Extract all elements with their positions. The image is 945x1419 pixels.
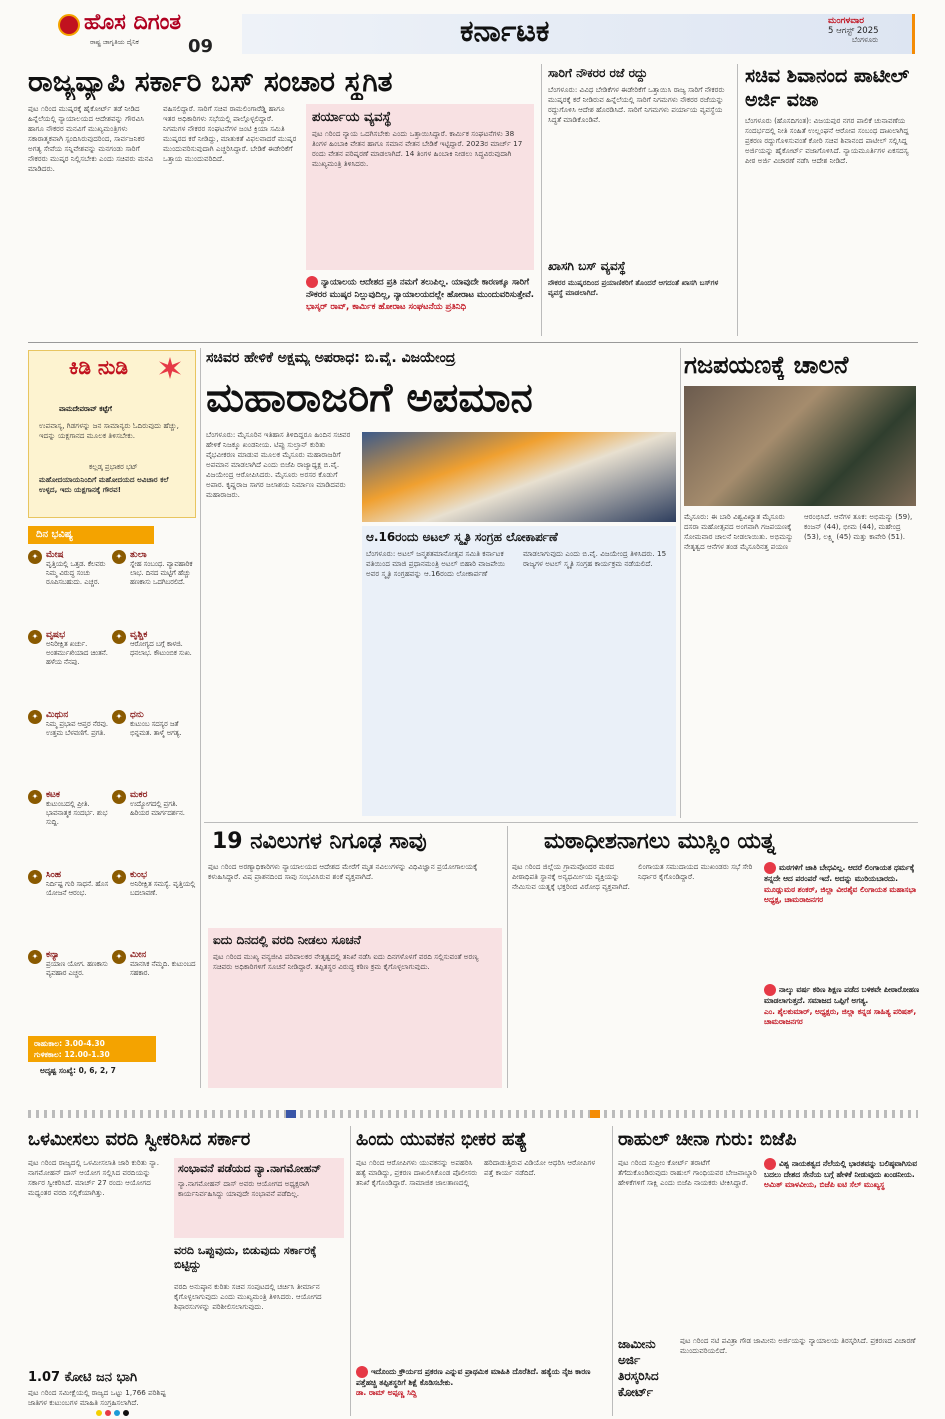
- quote2-by: ಎಂ. ಶೈಲಕುಮಾರ್, ಅಧ್ಯಕ್ಷರು, ಜಿಲ್ಲಾ ಕನ್ನಡ ಸಾಹಿತ್ಯ ಪರಿಷತ್, ಚಾಮರಾಜನಗರ: [764, 1006, 917, 1026]
- quote-icon: [764, 1158, 776, 1170]
- bottom-col3-text-b: [764, 1258, 918, 1330]
- sign-text: ಅನಿರೀಕ್ಷಿತ ಸಮಸ್ಯೆ. ವೃತ್ತಿಯಲ್ಲಿ ಬದಲಾವಣೆ.: [130, 880, 196, 897]
- report-head: ಐದು ದಿನದಲ್ಲಿ ವರದಿ ನೀಡಲು ಸೂಚನೆ: [213, 933, 361, 947]
- sign-name: ಮಕರ: [130, 790, 148, 800]
- zodiac-icon: ✦: [112, 630, 126, 644]
- quote1-text: ಮಠಗಳಿಗೆ ಜಾತಿ ಬೇಧವಿಲ್ಲ. ಆದರೆ ಲಿಂಗಾಯತ ಧರ್ಮಕ್ಕೆ ತನ್ನದೇ ಆದ ಪರಂಪರೆ ಇದೆ. ಅದನ್ನು ಮುರಿಯಬಾರದು.: [764, 863, 915, 883]
- sign-text: ವೃತ್ತಿಯಲ್ಲಿ ಒತ್ತಡ. ಕೆಲವರು ನಿಮ್ಮ ವಿರುದ್ಧ ಸಂಚು ರೂಪಿಸಬಹುದು. ಎಚ್ಚರ.: [46, 560, 106, 586]
- dateline: [828, 16, 879, 45]
- math-text: ಪುಟ ೧ರಿಂದ ಜಿಲ್ಲೆಯ ಗ್ರಾಮವೊಂದರ ಮಠದ ಪೀಠಾಧಿಪತಿ ಸ್ಥಾನಕ್ಕೆ ಅನ್ಯಧರ್ಮೀಯ ವ್ಯಕ್ತಿಯನ್ನು ನೇಮಿಸುವ ಯತ್ನಕ್ಕೆ ಭಕ್ತರಿಂದ ವಿರೋಧ ವ್ಯಕ್ತವಾಗಿದೆ. ಲಿಂಗಾಯತ ಸಮುದಾಯದ ಮುಖಂಡರು ಸಭೆ ಸೇರಿ ನಿರ್ಧಾರ ಕೈಗೊಂಡಿದ್ದಾರೆ.: [512, 862, 753, 891]
- gaja-headline: ಗಜಪಯಣಕ್ಕೆ ಚಾಲನೆ: [684, 351, 849, 379]
- sign-name: ವೃಷಭ: [46, 630, 66, 640]
- zodiac-icon: ✦: [28, 870, 42, 884]
- atal-box: [362, 526, 676, 816]
- top-headline: ರಾಜ್ಯವ್ಯಾಪಿ ಸರ್ಕಾರಿ ಬಸ್ ಸಂಚಾರ ಸ್ಥಗಿತ: [28, 65, 393, 98]
- side-head: ಸಾರಿಗೆ ನೌಕರರ ರಜೆ ರದ್ದು: [548, 66, 648, 80]
- bottom-col2-head: ಹಿಂದು ಯುವಕನ ಭೀಕರ ಹತ್ಯೆ: [356, 1129, 528, 1150]
- kiddi-author: ವಾಮದೇವರಾವ್ ಕಟ್ಟೆಗೆ: [59, 405, 112, 413]
- bottom-col1-text: ಪುಟ ೧ರಿಂದ ರಾಜ್ಯದಲ್ಲಿ ಒಳಮೀಸಲಾತಿ ಜಾರಿ ಕುರಿತು ನ್ಯಾ. ನಾಗಮೋಹನ್ ದಾಸ್ ಆಯೋಗ ಸಲ್ಲಿಸಿದ ವರದಿಯನ್ನು ಸರ್ಕಾರ ಸ್ವೀಕರಿಸಿದೆ. ಮಾರ್ಚ್ 27 ರಂದು ಆಯೋಗದ ಮಧ್ಯಂತರ ವರದಿ ಸಲ್ಲಿಕೆಯಾಗಿತ್ತು.: [28, 1158, 160, 1197]
- math-headline: ಮಠಾಧೀಶನಾಗಲು ಮುಸ್ಲಿಂ ಯತ್ನ: [544, 829, 776, 854]
- horoscope-title: ದಿನ ಭವಿಷ್ಯ: [28, 526, 154, 544]
- kiddi-quote2: ಮಹೋದಯಾಯನಿಂದಿಗೆ ಮಹೋದಯದ ಅವಿಚಾರ ಕಲೆ ಉಳ್ಳದ, ಇದು ಯಕ್ಷಗಾನಕ್ಕೆ ಗೌರವ!: [39, 475, 169, 494]
- sign-name: ಕನ್ಯಾ: [46, 950, 60, 960]
- zodiac-icon: ✦: [28, 550, 42, 564]
- bail-text: ಪುಟ ೧ರಿಂದ ನಟಿ ಪವಿತ್ರಾ ಗೌಡ ಜಾಮೀನು ಅರ್ಜಿಯನ್ನು ನ್ಯಾಯಾಲಯ ತಿರಸ್ಕರಿಸಿದೆ. ಪ್ರಕರಣದ ವಿಚಾರಣೆ ಮುಂದುವರಿಯಲಿದೆ.: [680, 1336, 916, 1355]
- side-text2: ನೌಕರರ ಮುಷ್ಕರದಿಂದ ಪ್ರಯಾಣಿಕರಿಗೆ ತೊಂದರೆ ಆಗದಂತೆ ಖಾಸಗಿ ಬಸ್‌ಗಳ ವ್ಯವಸ್ಥೆ ಮಾಡಲಾಗಿದೆ.: [548, 278, 719, 297]
- sub-head: ಆ.16ರಂದು ಅಟಲ್ ಸ್ಮೃತಿ ಸಂಗ್ರಹ ಲೋಕಾರ್ಪಣೆ: [366, 530, 558, 544]
- report-box: [208, 928, 502, 1088]
- sign-text: ಮಾನಸಿಕ ನೆಮ್ಮದಿ. ಕುಟುಂಬದ ಸಹಕಾರ.: [130, 960, 196, 977]
- report-text: ಪುಟ ೧ರಿಂದ ಮುಖ್ಯ ವನ್ಯಜೀವಿ ಪರಿಪಾಲಕರ ನೇತೃತ್ವದಲ್ಲಿ ತನಿಖೆ ನಡೆಸಿ ಐದು ದಿನಗಳೊಳಗೆ ವರದಿ ಸಲ್ಲಿಸುವಂತೆ ಅರಣ್ಯ ಸಚಿವರು ಅಧಿಕಾರಿಗಳಿಗೆ ಸೂಚನೆ ನೀಡಿದ್ದಾರೆ. ತಪ್ಪಿತಸ್ಥರ ವಿರುದ್ಧ ಕಠಿಣ ಕ್ರಮ ಕೈಗೊಳ್ಳಲಾಗುವುದು.: [213, 952, 479, 971]
- section-title: ಕರ್ನಾಟಕ: [460, 14, 550, 49]
- sign-name: ಮೇಷ: [46, 550, 64, 560]
- sign-name: ಧನು: [130, 710, 144, 720]
- sign-name: ವೃಶ್ಚಿಕ: [130, 630, 148, 640]
- press-photo: [362, 432, 676, 522]
- horoscope-sign: [28, 630, 112, 705]
- divider: [541, 64, 542, 336]
- quote-icon: [356, 1366, 368, 1378]
- sign-text: ಉದ್ಯೋಗದಲ್ಲಿ ಪ್ರಗತಿ. ಹಿರಿಯರ ಮಾರ್ಗದರ್ಶನ.: [130, 800, 185, 817]
- deaths-text: ಪುಟ ೧ರಿಂದ ಅರಣ್ಯಾಧಿಕಾರಿಗಳು ನ್ಯಾಯಾಲಯದ ಆದೇಶದ ಮೇರೆಗೆ ಮೃತ ನವಿಲುಗಳನ್ನು ವಿಧಿವಿಜ್ಞಾನ ಪ್ರಯೋಗಾಲಯಕ್ಕೆ ಕಳುಹಿಸಿದ್ದಾರೆ. ವಿಷ ಪ್ರಾಶನದಿಂದ ಸಾವು ಸಂಭವಿಸಿರುವ ಶಂಕೆ ವ್ಯಕ್ತವಾಗಿದೆ.: [208, 862, 478, 881]
- mid-headline: ಮಹಾರಾಜರಿಗೆ ಅಪಮಾನ: [206, 375, 533, 421]
- horoscope-sign: [28, 950, 112, 1025]
- zodiac-icon: ✦: [112, 710, 126, 724]
- day: ಮಂಗಳವಾರ: [828, 16, 865, 26]
- divider: [200, 348, 201, 1088]
- bottom-col3-text: ಪುಟ ೧ರಿಂದ ಸುಪ್ರೀಂ ಕೋರ್ಟ್ ತರಾಟೆಗೆ ತೆಗೆದುಕೊಂಡಿರುವುದು ರಾಹುಲ್ ಗಾಂಧಿಯವರ ಬೇಜವಾಬ್ದಾರಿ ಹೇಳಿಕೆಗಳಿಗೆ ಸಾಕ್ಷಿ ಎಂದು ಬಿಜೆಪಿ ನಾಯಕರು ಟೀಕಿಸಿದ್ದಾರೆ.: [618, 1158, 757, 1187]
- mid-kicker: ಸಚಿವರ ಹೇಳಿಕೆ ಅಕ್ಷಮ್ಯ ಅಪರಾಧ: ಬಿ.ವೈ. ವಿಜಯೇಂದ್ರ: [206, 350, 456, 366]
- sign-text: ಅನಿರೀಕ್ಷಿತ ಖರ್ಚು. ಅಂತರ್ಮುಖಿಯಾದ ಚಿಂತನೆ. ಹಳೆಯ ನೆನಪು.: [46, 640, 108, 666]
- worker-quote: [306, 276, 534, 336]
- accent-stripe: [286, 1110, 296, 1118]
- sign-text: ಸ್ನೇಹ ಸಂಬಂಧ. ವ್ಯಾವಹಾರಿಕ ಲಾಭ. ದಿನದ ಮಟ್ಟಿಗೆ ಹೆಚ್ಚು ಹಣಕಾಸು ಒದಗಿಬರಲಿದೆ.: [130, 560, 193, 586]
- zodiac-icon: ✦: [28, 790, 42, 804]
- spark-icon: [159, 357, 181, 379]
- registration-marks: [96, 1410, 129, 1416]
- sign-text: ಕುಟುಂಬ ಸದಸ್ಯರ ಜತೆ ಭಿನ್ನಮತ. ತಾಳ್ಮೆ ಅಗತ್ಯ.: [130, 720, 182, 737]
- kiddi-title: ಕಿಡಿ ನುಡಿ: [69, 355, 129, 379]
- side-story: [548, 66, 730, 336]
- lamp-icon: [58, 14, 80, 36]
- bottom-col1-sub-text: ಪುಟ ೧ರಿಂದ ಸಮೀಕ್ಷೆಯಲ್ಲಿ ರಾಜ್ಯದ ಒಟ್ಟು 1,766 ಪರಿಶಿಷ್ಟ ಜಾತಿಗಳ ಕುಟುಂಬಗಳ ಮಾಹಿತಿ ಸಂಗ್ರಹಿಸಲಾಗಿದೆ.: [28, 1388, 166, 1407]
- sign-name: ಮಿಥುನ: [46, 710, 69, 720]
- city: ಬೆಂಗಳೂರು: [852, 36, 879, 44]
- rahu-time: ರಾಹುಕಾಲ: 3.00-4.30: [34, 1039, 105, 1048]
- honorarium-box: [174, 1158, 344, 1238]
- logo-block: [58, 10, 258, 56]
- quote-text: ನ್ಯಾಯಾಲಯ ಆದೇಶದ ಪ್ರತಿ ನಮಗೆ ತಲುಪಿಲ್ಲ. ಯಾವುದೇ ಕಾರಣಕ್ಕೂ ಸಾರಿಗೆ ನೌಕರರ ಮುಷ್ಕರ ನಿಲ್ಲುವುದಿಲ್ಲ, ನ್ಯಾಯಾಲಯದಲ್ಲೇ ಹೋರಾಟ ಮುಂದುವರಿಸುತ್ತೇವೆ.: [306, 277, 534, 300]
- divider: [350, 1126, 351, 1416]
- sign-name: ತುಲಾ: [130, 550, 147, 560]
- horoscope-sign: [28, 790, 112, 865]
- horoscope-sign: [28, 710, 112, 785]
- horoscope-sign: [112, 550, 196, 625]
- divider: [507, 826, 508, 1088]
- math-quote1: [764, 862, 920, 970]
- col3-quote-text: ವಿಶ್ವ ನಾಯಕತ್ವದ ನೆಲೆಯಲ್ಲಿ ಭಾರತವನ್ನು ಬಲಿಷ್ಠವಾಗಿಸುವ ಬದಲು ದೇಶದ ಸೇನೆಯ ಬಗ್ಗೆ ಹೇಳಿಕೆ ನೀಡುವುದು ಖಂಡನೀಯ.: [764, 1159, 918, 1179]
- divider: [204, 822, 918, 823]
- quote1-by: ಮೂಡ್ಲುಮಠ ಶಂಕರ್, ಜಿಲ್ಲಾ ವೀರಶೈವ ಲಿಂಗಾಯತ ಮಹಾಸಭಾ ಅಧ್ಯಕ್ಷ, ಚಾಮರಾಜನಗರ: [764, 884, 917, 904]
- zodiac-icon: ✦: [112, 550, 126, 564]
- box-text: ಪುಟ ೧ರಿಂದ ನ್ಯಾಯ ಒದಗಿಸಬೇಕು ಎಂದು ಒತ್ತಾಯಿಸಿದ್ದಾರೆ. ಕಾರ್ಮಿಕ ಸಂಘಟನೆಗಳು 38 ತಿಂಗಳ ಹಿಂಬಾಕಿ ವೇತನ ಹಾಗೂ ಸಮಾನ ವೇತನ ಬೇಡಿಕೆ ಇಟ್ಟಿದ್ದಾರೆ. 2023ರ ಮಾರ್ಚ್ 17 ರಂದು ವೇತನ ಪರಿಷ್ಕರಣೆ ಮಾಡಲಾಗಿದೆ. 14 ತಿಂಗಳ ಹಿಂಬಾಕಿ ನೀಡಲು ಸಿದ್ಧವಿರುವುದಾಗಿ ಮುಖ್ಯಮಂತ್ರಿ ತಿಳಿಸಿದರು.: [312, 129, 523, 168]
- logo-tagline: ರಾಷ್ಟ್ರ ಜಾಗೃತಿಯ ದೈನಿಕ: [90, 38, 139, 46]
- bottom-col1-head: ಒಳಮೀಸಲು ವರದಿ ಸ್ವೀಕರಿಸಿದ ಸರ್ಕಾರ: [28, 1129, 251, 1150]
- zodiac-icon: ✦: [112, 950, 126, 964]
- sign-text: ನಿಮ್ಮ ಪ್ರಭಾವ ಆಪ್ತರ ನೆರವು. ಉತ್ತಮ ಬೆಳವಣಿಗೆ. ಪ್ರಗತಿ.: [46, 720, 109, 737]
- sub2-head: ವರದಿ ಒಪ್ಪುವುದು, ಬಿಡುವುದು ಸರ್ಕಾರಕ್ಕೆ ಬಿಟ್ಟಿದ್ದು: [174, 1244, 317, 1271]
- horoscope-sign: [112, 870, 196, 945]
- horoscope-sign: [112, 790, 196, 865]
- accent-bar: [912, 14, 915, 54]
- bail-head: ಜಾಮೀನು ಅರ್ಜಿ ತಿರಸ್ಕರಿಸಿದ ಕೋರ್ಟ್: [618, 1337, 659, 1399]
- divider: [612, 1126, 613, 1416]
- divider: [737, 64, 738, 336]
- gaja-text: ಮೈಸೂರು: ಈ ಬಾರಿ ವಿಶ್ವವಿಖ್ಯಾತ ಮೈಸೂರು ದಸರಾ ಮಹೋತ್ಸವದ ಅಂಗವಾಗಿ ಗಜಪಯಣಕ್ಕೆ ಸೋಮವಾರ ಚಾಲನೆ ನೀಡಲಾಯಿತು. ಅಭಿಮನ್ಯು ನೇತೃತ್ವದ ಆನೆಗಳ ತಂಡ ಮೈಸೂರಿನತ್ತ ಪಯಣ ಆರಂಭಿಸಿದೆ. ಆನೆಗಳ ತೂಕ: ಅಭಿಮನ್ಯು (59), ಕಂಜನ್ (44), ಭೀಮ (44), ಮಹೇಂದ್ರ (53), ಲಕ್ಷ್ಮಿ (45) ಮತ್ತು ಕಾವೇರಿ (51).: [684, 512, 913, 551]
- sign-text: ನಿರ್ದಿಷ್ಟ ಗುರಿ ಸಾಧನೆ. ಹೊಸ ಯೋಜನೆ ಆರಂಭ.: [46, 880, 109, 897]
- section-divider-bar: [28, 1110, 918, 1118]
- zodiac-icon: ✦: [112, 870, 126, 884]
- horoscope-grid: [28, 550, 196, 1030]
- horoscope-sign: [112, 950, 196, 1025]
- horoscope-sign: [112, 630, 196, 705]
- kiddi-text: ಉಪವಾಸ್ಯ, ಗಿಡಗಳನ್ನು ಜನ ಸಾಮಾನ್ಯರು ಓದಿರುವುದು ಹೆಚ್ಚು, ಇದನ್ನು ಯಕ್ಷಗಾನದ ಮೂಲಕ ತಿಳಿಸಬೇಕು.: [39, 421, 179, 440]
- sub2-text: ವರದಿ ಅನುಷ್ಠಾನ ಕುರಿತು ಸಚಿವ ಸಂಪುಟದಲ್ಲಿ ಚರ್ಚಿಸಿ ತೀರ್ಮಾನ ಕೈಗೊಳ್ಳಲಾಗುವುದು ಎಂದು ಮುಖ್ಯಮಂತ್ರಿ ತಿಳಿಸಿದರು. ಆಯೋಗದ ಶಿಫಾರಸುಗಳನ್ನು ಪರಿಶೀಲಿಸಲಾಗುವುದು.: [174, 1282, 322, 1311]
- sign-name: ಕಟಕ: [46, 790, 60, 800]
- right-text: ಬೆಂಗಳೂರು (ಹೊಸದಿಗಂತ): ವಿಜಯಪುರ ನಗರ ಪಾಲಿಕೆ ಚುನಾವಣೆಯ ಸಂದರ್ಭದಲ್ಲಿ ನೀತಿ ಸಂಹಿತೆ ಉಲ್ಲಂಘನೆ ಆರೋಪ ಸಂಬಂಧ ದಾಖಲಾಗಿದ್ದ ಪ್ರಕರಣ ರದ್ದುಗೊಳಿಸುವಂತೆ ಕೋರಿ ಸಚಿವ ಶಿವಾನಂದ ಪಾಟೀಲ್ ಸಲ್ಲಿಸಿದ್ದ ಅರ್ಜಿಯನ್ನು ಹೈಕೋರ್ಟ್ ವಜಾಗೊಳಿಸಿದೆ. ನ್ಯಾಯಮೂರ್ತಿಗಳ ಏಕಸದಸ್ಯ ಪೀಠ ಅರ್ಜಿ ವಿಚಾರಣೆ ನಡೆಸಿ ಆದೇಶ ನೀಡಿದೆ.: [745, 116, 909, 165]
- quote-icon: [764, 984, 776, 996]
- col2-quote-text: ಇದೊಂದು ಕ್ರೌರ್ಯದ ಪ್ರಕರಣ ಎನ್ನುವ ಪ್ರಾಥಮಿಕ ಮಾಹಿತಿ ದೊರೆತಿದೆ. ಹತ್ಯೆಯ ನೈಜ ಕಾರಣ ಪತ್ತೆಹಚ್ಚಿ ತಪ್ಪಿತಸ್ಥರಿಗೆ ಶಿಕ್ಷೆ ಕೊಡಿಸಬೇಕು.: [356, 1367, 591, 1387]
- horoscope-sign: [28, 550, 112, 625]
- zodiac-icon: ✦: [28, 710, 42, 724]
- zodiac-icon: ✦: [28, 630, 42, 644]
- bottom-col1-sub: 1.07 ಕೋಟಿ ಜನ ಭಾಗಿ: [28, 1370, 138, 1385]
- bottom-col3-head: ರಾಹುಲ್ ಚೀನಾ ಗುರು: ಬಿಜೆಪಿ: [618, 1129, 797, 1150]
- kiddi-nudi: [28, 350, 196, 518]
- sign-text: ಪ್ರಯಾಣ ಯೋಗ. ಹಣಕಾಸು ವ್ಯವಹಾರ ಎಚ್ಚರ.: [46, 960, 108, 977]
- col2-quote-by: ಡಾ. ರಾಮ್ ಅಪ್ಪಣ್ಣ ಸಿದ್ದಿ: [356, 1388, 417, 1397]
- top-lead: ಪುಟ ೧ರಿಂದ ಮುಷ್ಕರಕ್ಕೆ ಹೈಕೋರ್ಟ್ ತಡೆ ನೀಡಿದ ಹಿನ್ನೆಲೆಯಲ್ಲಿ ನ್ಯಾಯಾಲಯದ ಆದೇಶವನ್ನು ಗೌರವಿಸಿ ಹಾಗೂ ನೌಕರರ ಮನವಿಗೆ ಮುಖ್ಯಮಂತ್ರಿಗಳು ಸಕಾರಾತ್ಮಕವಾಗಿ ಸ್ಪಂದಿಸಿರುವುದರಿಂದ, ಸಾರ್ವಜನಿಕರ ಅಗತ್ಯ ಸೇವೆಯ ಸನ್ನಿವೇಶವನ್ನು ಮನಗಂಡು ಸಾರಿಗೆ ನೌಕರರು ಮುಷ್ಕರ ನಿಲ್ಲಿಸಬೇಕು ಎಂದು ಸಚಿವರು ಮನವಿ ಮಾಡಿದರು.: [28, 104, 154, 173]
- bottom-col2-text: ಪುಟ ೧ರಿಂದ ಆರೋಪಿಗಳು ಯುವಕನನ್ನು ಅಪಹರಿಸಿ ಹತ್ಯೆ ಮಾಡಿದ್ದು, ಪ್ರಕರಣ ದಾಖಲಿಸಿಕೊಂಡ ಪೊಲೀಸರು ತನಿಖೆ ಕೈಗೊಂಡಿದ್ದಾರೆ. ಸಾಮಾಜಿಕ ಜಾಲತಾಣದಲ್ಲಿ ಹರಿದಾಡುತ್ತಿರುವ ವಿಡಿಯೋ ಆಧರಿಸಿ ಆರೋಪಿಗಳ ಪತ್ತೆ ಕಾರ್ಯ ನಡೆದಿದೆ.: [356, 1158, 596, 1187]
- masthead: [28, 10, 920, 58]
- zodiac-icon: ✦: [28, 950, 42, 964]
- lucky-number: ಅದೃಷ್ಟ ಸಂಖ್ಯೆ: 0, 6, 2, 7: [40, 1066, 116, 1075]
- divider: [680, 348, 681, 818]
- col3-quote-by: ಅಮಿತ್ ಮಾಳವೀಯ, ಬಿಜೆಪಿ ಐಟಿ ಸೆಲ್ ಮುಖ್ಯಸ್ಥ: [764, 1180, 885, 1189]
- mid-text: ಬೆಂಗಳೂರು: ಮೈಸೂರಿನ ಇತಿಹಾಸ ತಿಳಿದಿದ್ದರೂ ಹಿಂದಿನ ಸಚಿವರ ಹೇಳಿಕೆ ನಿಜಕ್ಕೂ ಖಂಡನೀಯ. ಟಿಪ್ಪು ಸುಲ್ತಾನ್ ಕುರಿತು ವೈಭವೀಕರಣ ಮಾಡುವ ಮೂಲಕ ಮೈಸೂರು ಮಹಾರಾಜರಿಗೆ ಅಪಮಾನ ಮಾಡಲಾಗಿದೆ ಎಂದು ಬಿಜೆಪಿ ರಾಜ್ಯಾಧ್ಯಕ್ಷ ಬಿ.ವೈ. ವಿಜಯೇಂದ್ರ ಆರೋಪಿಸಿದರು. ಮೈಸೂರು ಅರಸರ ಕೊಡುಗೆ ಅಪಾರ. ಕೃಷ್ಣರಾಜ ಸಾಗರ ಜಲಾಶಯ ನಿರ್ಮಾಣ ಮಾಡಿದವರು ಮಹಾರಾಜರು.: [206, 430, 351, 499]
- right-head: ಸಚಿವ ಶಿವಾನಂದ ಪಾಟೀಲ್ ಅರ್ಜಿ ವಜಾ: [745, 65, 910, 111]
- zodiac-icon: ✦: [112, 790, 126, 804]
- math-quote2: [764, 984, 920, 1088]
- box-title: ಪರ್ಯಾಯ ವ್ಯವಸ್ಥೆ: [312, 110, 392, 125]
- guli-time: ಗುಳಿಕಕಾಲ: 12.00-1.30: [34, 1050, 110, 1059]
- divider: [28, 342, 918, 343]
- quote-icon: [306, 276, 318, 288]
- kiddi-by: ಕಲ್ಲಡ್ಕ ಪ್ರಭಾಕರ ಭಟ್: [89, 463, 138, 471]
- sub-text: ಬೆಂಗಳೂರು: ಅಟಲ್ ಜನ್ಮಶತಮಾನೋತ್ಸವ ಸಮಿತಿ ಕರ್ನಾಟಕ ವತಿಯಿಂದ ಮಾಜಿ ಪ್ರಧಾನಮಂತ್ರಿ ಅಟಲ್ ಬಿಹಾರಿ ವಾಜಪೇಯಿ ಅವರ ಸ್ಮೃತಿ ಸಂಗ್ರಹವನ್ನು ಆ.16ರಂದು ಲೋಕಾರ್ಪಣೆ ಮಾಡಲಾಗುವುದು ಎಂದು ಬಿ.ವೈ. ವಿಜಯೇಂದ್ರ ತಿಳಿಸಿದರು. 15 ರಾಜ್ಯಗಳ ಅಟಲ್ ಸ್ಮೃತಿ ಸಂಗ್ರಹ ಕಾರ್ಯಕ್ರಮ ನಡೆಯಲಿದೆ.: [366, 549, 667, 578]
- deaths-headline: 19 ನವಿಲುಗಳ ನಿಗೂಢ ಸಾವು: [212, 829, 427, 854]
- bottom-col2-quote: [356, 1366, 606, 1414]
- section-band: [242, 14, 912, 54]
- sign-name: ಮೀನ: [130, 950, 147, 960]
- horoscope-sign: [112, 710, 196, 785]
- sign-text: ಆರೋಗ್ಯದ ಬಗ್ಗೆ ಕಾಳಜಿ. ಧನಲಾಭ. ಕೌಟುಂಬಿಕ ಸುಖ.: [130, 640, 192, 657]
- sign-name: ಕುಂಭ: [130, 870, 148, 880]
- quote-by: ಭಾಸ್ಕರ್ ರಾವ್, ಕಾರ್ಮಿಕ ಹೋರಾಟ ಸಂಘಟನೆಯ ಪ್ರತಿನಿಧಿ: [306, 301, 467, 312]
- sign-text: ಕುಟುಂಬದಲ್ಲಿ ಪ್ರೀತಿ. ಭಾವನಾತ್ಮಕ ಸಂದರ್ಭ. ಶುಭ ಸುದ್ದಿ.: [46, 800, 108, 826]
- side-head2: ಖಾಸಗಿ ಬಸ್ ವ್ಯವಸ್ಥೆ: [548, 259, 626, 273]
- pink-text: ನ್ಯಾ.ನಾಗಮೋಹನ್ ದಾಸ್ ಅವರು ಆಯೋಗದ ಅಧ್ಯಕ್ಷರಾಗಿ ಕಾರ್ಯನಿರ್ವಹಿಸಿದ್ದು ಯಾವುದೇ ಸಂಭಾವನೆ ಪಡೆದಿಲ್ಲ.: [178, 1179, 310, 1198]
- logo-text: ಹೊಸ ದಿಗಂತ: [84, 10, 182, 35]
- right-story: [745, 64, 917, 336]
- horoscope-sign: [28, 870, 112, 945]
- rahu-box: [28, 1036, 156, 1062]
- elephant-photo: [684, 386, 916, 506]
- quote2-text: ನಾಲ್ಕು ವರ್ಷ ಕಠಿಣ ಶಿಕ್ಷಣ ಪಡೆದ ಬಳಿಕವೇ ಪೀಠಾರೋಹಣ ಮಾಡಲಾಗುತ್ತದೆ. ಸಮಾಜದ ಒಪ್ಪಿಗೆ ಅಗತ್ಯ.: [764, 985, 920, 1005]
- pink-head: ಸಂಭಾವನೆ ಪಡೆಯದ ನ್ಯಾ.ನಾಗಮೋಹನ್: [178, 1162, 322, 1175]
- top-col2: ವಹಿಸಲಿದ್ದಾರೆ. ಸಾರಿಗೆ ಸಚಿವ ರಾಮಲಿಂಗಾರೆಡ್ಡಿ ಹಾಗೂ ಇತರ ಅಧಿಕಾರಿಗಳು ಸಭೆಯಲ್ಲಿ ಪಾಲ್ಗೊಳ್ಳಲಿದ್ದಾರೆ. ನಿಗಮಗಳ ನೌಕರರ ಸಂಘಟನೆಗಳ ಜಂಟಿ ಕ್ರಿಯಾ ಸಮಿತಿ ಮುಷ್ಕರದ ಕರೆ ನೀಡಿದ್ದು, ಮಾತುಕತೆ ವಿಫಲವಾದರೆ ಮುಷ್ಕರ ಮುಂದುವರಿಸುವುದಾಗಿ ಎಚ್ಚರಿಸಿದ್ದಾರೆ. ಬೇಡಿಕೆ ಈಡೇರಿಕೆಗೆ ಒತ್ತಾಯ ಮುಂದುವರಿದಿದೆ.: [163, 104, 297, 163]
- accent-stripe: [590, 1110, 600, 1118]
- sign-name: ಸಿಂಹ: [46, 870, 62, 880]
- date: 5 ಆಗಸ್ಟ್ 2025: [828, 26, 879, 36]
- alt-arrangement-box: [306, 104, 534, 270]
- quote-icon: [764, 862, 776, 874]
- bottom-col3-quote: [764, 1158, 918, 1254]
- page-number: 09: [188, 36, 214, 57]
- side-text: ಬೆಂಗಳೂರು: ವಿವಿಧ ಬೇಡಿಕೆಗಳ ಈಡೇರಿಕೆಗೆ ಒತ್ತಾಯಿಸಿ ರಾಜ್ಯ ಸಾರಿಗೆ ನೌಕರರು ಮುಷ್ಕರಕ್ಕೆ ಕರೆ ನೀಡಿರುವ ಹಿನ್ನೆಲೆಯಲ್ಲಿ ಸಾರಿಗೆ ನಿಗಮಗಳು ನೌಕರರ ರಜೆಯನ್ನು ರದ್ದುಗೊಳಿಸಿ ಆದೇಶ ಹೊರಡಿಸಿದೆ. ಸಾರಿಗೆ ನಿಗಮಗಳು ಪರ್ಯಾಯ ವ್ಯವಸ್ಥೆಯ ಸಿದ್ಧತೆ ಮಾಡಿಕೊಂಡಿವೆ.: [548, 85, 725, 124]
